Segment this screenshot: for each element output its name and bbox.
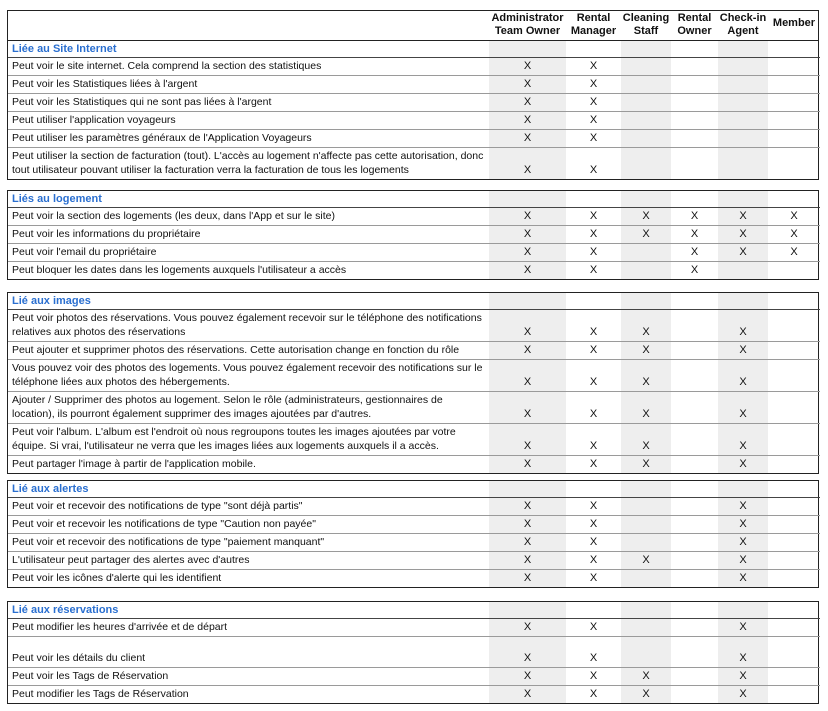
permission-label: Peut utiliser les paramètres généraux de l'Application Voyageurs [8, 130, 489, 148]
permission-mark: X [671, 244, 718, 262]
permission-mark: X [718, 226, 768, 244]
permission-label: Ajouter / Supprimer des photos au logement. Selon le rôle (administrateurs, gestionnaires de location), ils pourront également supprimer des images ajoutées par d'autres. [8, 392, 489, 424]
permission-mark: X [718, 552, 768, 570]
permission-row [8, 94, 820, 112]
permission-mark [671, 112, 718, 130]
permission-mark [768, 76, 820, 94]
section-header-cell [768, 293, 820, 310]
permission-row [8, 226, 820, 244]
permission-mark: X [621, 310, 671, 342]
permission-mark: X [489, 392, 566, 424]
permission-label: Peut voir photos des réservations. Vous pouvez également recevoir sur le téléphone des notifications relatives aux photos des réservations [8, 310, 489, 342]
section-header-cell [671, 293, 718, 310]
permission-mark [671, 686, 718, 704]
permission-label: Peut utiliser la section de facturation (tout). L'accès au logement n'affecte pas cette autorisation, donc tout utilisateur pouvant utiliser la facturation verra la facturation de tous les logements [12, 150, 484, 176]
permission-mark [621, 516, 671, 534]
permission-row [8, 498, 820, 516]
permission-mark: X [566, 619, 621, 637]
section-header-cell [621, 602, 671, 619]
permission-mark: X [489, 94, 566, 112]
permission-label: Peut voir la section des logements (les deux, dans l'App et sur le site) [8, 208, 489, 226]
permission-mark [768, 112, 820, 130]
permission-mark: X [566, 516, 621, 534]
section-title: Liée au Site Internet [8, 41, 489, 58]
permission-mark: X [566, 637, 621, 668]
permission-mark [671, 619, 718, 637]
permission-mark: X [566, 360, 621, 392]
section-header-cell [621, 41, 671, 58]
section-block [7, 292, 819, 474]
permission-label: Peut partager l'image à partir de l'application mobile. [12, 458, 256, 470]
section-header-cell [489, 293, 566, 310]
section-title: Lié aux alertes [8, 481, 489, 498]
permission-mark: X [489, 130, 566, 148]
permission-mark [621, 262, 671, 280]
permission-mark: X [718, 456, 768, 474]
permission-mark: X [621, 686, 671, 704]
permission-mark: X [718, 392, 768, 424]
permission-mark: X [489, 342, 566, 360]
header-member: Member [772, 17, 816, 29]
permission-label: Peut voir les icônes d'alerte qui les identifient [12, 572, 222, 584]
permission-mark: X [589, 264, 598, 276]
permission-mark [768, 342, 820, 360]
permission-label: Peut voir les informations du propriétaire [8, 226, 489, 244]
permission-mark [768, 130, 820, 148]
section-header-cell [566, 191, 621, 208]
permission-mark: X [489, 310, 566, 342]
permission-mark: X [718, 637, 768, 668]
permission-mark [671, 570, 718, 588]
section-header-cell [671, 602, 718, 619]
permission-mark: X [489, 148, 566, 180]
permission-mark: X [489, 262, 566, 280]
permission-mark: X [566, 112, 621, 130]
permission-mark: X [566, 342, 621, 360]
permission-mark: X [566, 94, 621, 112]
column-header [7, 10, 819, 40]
permission-label: Peut modifier les heures d'arrivée et de départ [8, 619, 489, 637]
permission-mark: X [489, 534, 566, 552]
permission-label: Peut utiliser l'application voyageurs [8, 112, 489, 130]
section-header-cell [489, 602, 566, 619]
permission-mark: X [621, 456, 671, 474]
permission-row [8, 456, 820, 474]
permission-row [8, 342, 820, 360]
permission-mark: X [489, 456, 566, 474]
permission-label: Peut bloquer les dates dans les logements auxquels l'utilisateur a accès [12, 264, 347, 276]
section-header-cell [566, 41, 621, 58]
permission-mark [671, 637, 718, 668]
permission-row [8, 637, 820, 668]
permission-mark: X [621, 424, 671, 456]
section-header-cell [566, 293, 621, 310]
permission-mark [621, 76, 671, 94]
permission-row [8, 76, 820, 94]
permission-mark: X [621, 226, 671, 244]
permission-mark: X [718, 310, 768, 342]
permission-mark: X [566, 668, 621, 686]
permission-mark: X [489, 552, 566, 570]
section-header-cell [718, 293, 768, 310]
permission-mark [718, 148, 768, 180]
permission-mark: X [489, 498, 566, 516]
header-blank [8, 11, 489, 40]
permission-mark: X [718, 619, 768, 637]
permission-mark [621, 112, 671, 130]
permission-mark: X [718, 668, 768, 686]
permission-mark: X [718, 498, 768, 516]
permission-mark [768, 668, 820, 686]
permission-mark: X [566, 424, 621, 456]
permission-mark [768, 360, 820, 392]
permission-mark: X [621, 668, 671, 686]
section-header-cell [718, 41, 768, 58]
permission-row [8, 130, 820, 148]
permission-mark: X [489, 208, 566, 226]
header-rental-owner: Rental Owner [677, 12, 712, 37]
permission-mark [768, 94, 820, 112]
permission-mark: X [718, 208, 768, 226]
permission-mark [671, 668, 718, 686]
permission-row [8, 570, 820, 588]
permission-mark [768, 310, 820, 342]
section-header-cell [671, 191, 718, 208]
permission-mark: X [718, 244, 768, 262]
permission-mark: X [566, 76, 621, 94]
permission-mark: X [489, 516, 566, 534]
permission-mark [621, 244, 671, 262]
permission-mark [671, 456, 718, 474]
permission-mark: X [566, 310, 621, 342]
permission-mark [671, 58, 718, 76]
permission-mark [671, 534, 718, 552]
permission-label: Vous pouvez voir des photos des logements. Vous pouvez également recevoir des notifications sur le téléphone liées aux photos des hébergements. [8, 360, 489, 392]
permission-row [8, 552, 820, 570]
permission-row [8, 58, 820, 76]
permission-mark [621, 130, 671, 148]
permission-label: Peut voir les Statistiques liées à l'argent [8, 76, 489, 94]
permission-mark [768, 148, 820, 180]
permission-mark: X [589, 688, 598, 700]
permission-mark [768, 570, 820, 588]
permission-mark [768, 534, 820, 552]
permission-mark: X [621, 360, 671, 392]
permission-mark: X [566, 552, 621, 570]
permission-mark [621, 498, 671, 516]
permission-mark: X [718, 534, 768, 552]
permission-row [8, 262, 820, 280]
permission-label: Peut voir et recevoir les notifications de type "Caution non payée" [8, 516, 489, 534]
permission-mark: X [690, 264, 699, 276]
permission-mark [671, 516, 718, 534]
header-cleaning-staff: Cleaning Staff [622, 12, 670, 37]
permission-label: Peut voir les Statistiques qui ne sont pas liées à l'argent [8, 94, 489, 112]
permission-row [8, 534, 820, 552]
permission-row [8, 516, 820, 534]
permission-mark [671, 498, 718, 516]
permission-label: Peut modifier les Tags de Réservation [12, 688, 189, 700]
permission-mark [768, 552, 820, 570]
permission-label: Peut voir les détails du client [8, 637, 489, 668]
permission-mark: X [566, 208, 621, 226]
permission-row [8, 668, 820, 686]
permission-mark: X [489, 570, 566, 588]
permission-row [8, 310, 820, 342]
section-header-cell [768, 481, 820, 498]
permission-label: Peut voir les Tags de Réservation [8, 668, 489, 686]
section-header-cell [489, 481, 566, 498]
permission-mark [768, 498, 820, 516]
permission-label: Peut voir l'email du propriétaire [8, 244, 489, 262]
permission-mark [718, 58, 768, 76]
permission-mark [671, 94, 718, 112]
permission-label: L'utilisateur peut partager des alertes avec d'autres [8, 552, 489, 570]
section-header-cell [718, 602, 768, 619]
permission-mark: X [718, 570, 768, 588]
section-header-cell [621, 293, 671, 310]
permission-mark: X [768, 226, 820, 244]
permission-mark [671, 130, 718, 148]
permission-mark [621, 58, 671, 76]
permission-mark: X [589, 572, 598, 584]
permission-row [8, 686, 820, 704]
section-header-cell [566, 602, 621, 619]
permission-mark [621, 534, 671, 552]
permission-mark: X [489, 226, 566, 244]
permission-mark: X [621, 552, 671, 570]
permission-mark: X [718, 342, 768, 360]
permission-mark: X [589, 164, 598, 176]
permission-mark [768, 637, 820, 668]
permission-mark: X [489, 424, 566, 456]
permission-mark [768, 516, 820, 534]
permission-mark: X [621, 342, 671, 360]
permission-row [8, 112, 820, 130]
section-header-cell [566, 481, 621, 498]
permission-mark [621, 637, 671, 668]
section-header-cell [621, 191, 671, 208]
section-block [7, 40, 819, 180]
header-administrator: Administrator Team Owner [491, 12, 564, 37]
permission-mark [671, 310, 718, 342]
permission-mark [718, 94, 768, 112]
permission-mark: X [489, 686, 566, 704]
permission-mark: X [566, 498, 621, 516]
permission-mark: X [489, 244, 566, 262]
header-checkin-agent: Check-in Agent [719, 12, 767, 37]
permission-mark [718, 262, 768, 280]
permission-mark: X [489, 76, 566, 94]
section-header-cell [718, 191, 768, 208]
permission-mark: X [718, 516, 768, 534]
permission-mark: X [768, 244, 820, 262]
section-header-cell [621, 481, 671, 498]
permission-row [8, 619, 820, 637]
permission-row [8, 424, 820, 456]
permission-label: Peut voir et recevoir des notifications de type "sont déjà partis" [8, 498, 489, 516]
permission-mark: X [489, 637, 566, 668]
permission-mark: X [489, 58, 566, 76]
permission-mark: X [489, 668, 566, 686]
permission-row [8, 208, 820, 226]
permission-mark: X [566, 130, 621, 148]
permission-mark [671, 424, 718, 456]
permission-mark [671, 342, 718, 360]
permission-mark [768, 262, 820, 280]
section-title: Lié aux réservations [8, 602, 489, 619]
permission-row [8, 360, 820, 392]
permission-mark: X [718, 686, 768, 704]
section-header-cell [768, 191, 820, 208]
section-block [7, 601, 819, 704]
section-header-cell [671, 41, 718, 58]
permission-mark: X [671, 208, 718, 226]
section-header-cell [768, 602, 820, 619]
permission-mark [671, 552, 718, 570]
permission-mark: X [489, 619, 566, 637]
permission-mark [768, 424, 820, 456]
permission-mark: X [768, 208, 820, 226]
section-header-cell [489, 41, 566, 58]
permission-label: Peut voir l'album. L'album est l'endroit où nous regroupons toutes les images ajoutées par votre équipe. Si vrai, l'utilisateur ne verra que les images liées aux logements auxquels il a accès. [8, 424, 489, 456]
permission-mark: X [718, 424, 768, 456]
section-block [7, 480, 819, 588]
permission-row [8, 148, 820, 180]
permission-mark [621, 94, 671, 112]
permission-mark: X [718, 360, 768, 392]
permission-mark [671, 76, 718, 94]
permission-mark [768, 392, 820, 424]
permission-mark [718, 112, 768, 130]
permission-mark [718, 76, 768, 94]
section-header-cell [489, 191, 566, 208]
permission-mark: X [566, 534, 621, 552]
permission-mark [768, 619, 820, 637]
permission-mark: X [621, 392, 671, 424]
permission-mark [768, 456, 820, 474]
permission-mark: X [489, 360, 566, 392]
section-header-cell [718, 481, 768, 498]
section-title: Liés au logement [8, 191, 489, 208]
permission-label: Peut voir et recevoir des notifications de type "paiement manquant" [8, 534, 489, 552]
permission-mark [768, 58, 820, 76]
permission-mark: X [489, 112, 566, 130]
permission-mark: X [566, 244, 621, 262]
permission-mark: X [589, 458, 598, 470]
permission-label: Peut voir le site internet. Cela comprend la section des statistiques [8, 58, 489, 76]
header-rental-manager: Rental Manager [570, 12, 617, 37]
permission-mark [621, 619, 671, 637]
permission-mark [671, 392, 718, 424]
section-header-cell [671, 481, 718, 498]
permission-mark: X [566, 392, 621, 424]
permission-mark [671, 148, 718, 180]
permission-mark: X [671, 226, 718, 244]
permission-mark [718, 130, 768, 148]
permission-mark [621, 570, 671, 588]
permission-mark [621, 148, 671, 180]
permission-mark [768, 686, 820, 704]
permission-mark [671, 360, 718, 392]
permission-mark: X [621, 208, 671, 226]
permission-mark: X [566, 58, 621, 76]
permission-mark: X [566, 226, 621, 244]
section-header-cell [768, 41, 820, 58]
permission-label: Peut ajouter et supprimer photos des réservations. Cette autorisation change en fonction du rôle [8, 342, 489, 360]
permission-row [8, 244, 820, 262]
section-block [7, 190, 819, 280]
section-title: Lié aux images [8, 293, 489, 310]
permission-row [8, 392, 820, 424]
